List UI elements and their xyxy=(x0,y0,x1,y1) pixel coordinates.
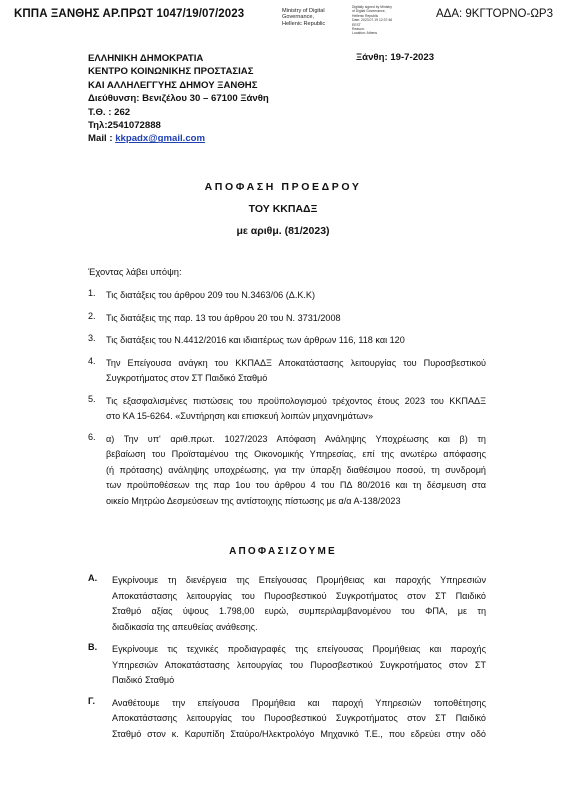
item-text: στο ΚΑ 15-6264. «Συντήρηση και επισκευή λοιπών μηχανημάτων» xyxy=(106,411,374,421)
list-item xyxy=(88,311,486,327)
sig-detail-line: Date: 2023.07.19 12:37:46 xyxy=(352,18,393,23)
signer-line: Governance, xyxy=(282,14,315,21)
organization-block xyxy=(88,52,269,146)
decision-text: Αποκατάστασης λειτουργίας του Πυροσβεστικού Συγκροτήματος στον ΣΤ Παιδικό xyxy=(112,590,486,601)
decision-text: Σταθμό αξίας ύψους 1.798,00 ευρώ, συμπεριλαμβανομένου του ΦΠΑ, με τη xyxy=(112,606,486,616)
item-text: α) Την υπ' αριθ.πρωτ. 1027/2023 Απόφαση Ανάληψης Υποχρέωσης και β) τη xyxy=(106,433,486,444)
decision-text: Εγκρίνουμε τη διενέργεια της Επείγουσας Προμήθειας και παροχής Υπηρεσιών xyxy=(112,575,486,585)
org-po-box: Τ.Θ. : 262 xyxy=(88,106,131,118)
decision-text: Αποκατάστασης λειτουργίας του Πυροσβεστικού Συγκροτήματος στον ΣΤ Παιδικό xyxy=(112,713,486,723)
decide-heading: ΑΠΟΦΑΣΙΖΟΥΜΕ xyxy=(229,546,337,557)
protocol-number: ΚΠΠΑ ΞΑΝΘΗΣ ΑΡ.ΠΡΩΤ 1047/19/07/2023 xyxy=(14,8,245,20)
decision-title: ΑΠΟΦΑΣΗ ΠΡΟΕΔΡΟΥ xyxy=(204,181,362,193)
decision-text: Αναθέτουμε την επείγουσα Προμήθεια και παροχή Υπηρεσιών τοποθέτησης xyxy=(112,697,486,708)
decision-text: Εγκρίνουμε τις τεχνικές προδιαγραφές της επείγουσας Προμήθειας και παροχής xyxy=(112,644,486,654)
item-text: Την Επείγουσα ανάγκη του ΚΚΠΑΔΞ Αποκατάστασης λειτουργίας του Πυροσβεστικού xyxy=(106,357,486,368)
email-link[interactable]: kkpadx@gmail.com xyxy=(115,133,206,145)
sig-detail-line: Hellenic Republic xyxy=(352,13,379,18)
list-item xyxy=(88,333,486,349)
digital-signature-details xyxy=(352,5,422,36)
org-mail-row xyxy=(88,132,269,145)
decisions-list xyxy=(88,573,486,749)
list-item xyxy=(88,356,486,387)
item-number: 1. xyxy=(88,288,96,298)
signer-line: Hellenic Republic xyxy=(282,20,326,27)
org-phone: Τηλ:2541072888 xyxy=(88,120,161,132)
sig-detail-line: of Digital Governance, xyxy=(352,9,386,14)
org-line: ΕΛΛΗΝΙΚΗ ΔΗΜΟΚΡΑΤΙΑ xyxy=(88,53,204,64)
org-line: ΚΕΝΤΡΟ ΚΟΙΝΩΝΙΚΗΣ ΠΡΟΣΤΑΣΙΑΣ xyxy=(88,66,254,78)
item-text: (ή πρότασης) ανάληψης υποχρέωσης, για την ύπαρξη διαθέσιμου ποσού, τη συνδρομή xyxy=(106,464,486,475)
decision-text: διαδικασία της απευθείας ανάθεσης. xyxy=(112,621,258,632)
considerations-list xyxy=(88,288,486,516)
sig-detail-line: EEST xyxy=(352,22,361,27)
decision-text: Υπηρεσιών Αποκατάστασης λειτουργίας του Πυροσβεστικού Συγκροτήματος στον ΣΤ xyxy=(112,659,486,670)
decision-number: με αριθμ. (81/2023) xyxy=(236,225,330,237)
decision-letter: Α. xyxy=(88,573,98,583)
list-item xyxy=(88,288,486,304)
document-date: Ξάνθη: 19-7-2023 xyxy=(356,52,435,63)
signer-line: Ministry of Digital xyxy=(282,8,325,14)
decision-item xyxy=(88,642,486,689)
decision-letter: Β. xyxy=(88,642,98,652)
decision-item xyxy=(88,696,486,743)
decision-letter: Γ. xyxy=(88,695,95,706)
decision-text: Παιδικό Σταθμό xyxy=(112,675,175,685)
item-number: 5. xyxy=(88,393,96,404)
item-number: 3. xyxy=(88,333,96,343)
considerations-intro: Έχοντας λάβει υπόψη: xyxy=(88,266,182,277)
item-text: Τις διατάξεις του άρθρου 209 του Ν.3463/06 (Δ.Κ.Κ) xyxy=(106,290,316,300)
item-text: οικείο Μητρώο Δεσμεύσεων της αντίστοιχης πίστωσης με α/α Α-138/2023 xyxy=(106,495,401,506)
digital-signature-signer xyxy=(282,8,350,27)
decision-item xyxy=(88,573,486,635)
item-number: 6. xyxy=(88,431,96,442)
item-text: Τις διατάξεις της παρ. 13 του άρθρου 20 του Ν. 3731/2008 xyxy=(106,312,341,323)
org-line: ΚΑΙ ΑΛΛΗΛΕΓΓΥΗΣ ΔΗΜΟΥ ΞΑΝΘΗΣ xyxy=(88,79,258,91)
item-text: Συγκροτήματος στον ΣΤ Παιδικό Σταθμό xyxy=(106,373,268,383)
sig-detail-line: Reason: xyxy=(352,27,365,32)
mail-label: Mail : xyxy=(88,133,116,145)
item-number: 2. xyxy=(88,310,96,321)
ada-code: ΑΔΑ: 9ΚΓΤΟΡΝΟ-ΩΡ3 xyxy=(436,8,553,20)
sig-detail-line: Location: Athens xyxy=(352,31,378,36)
decision-text: Σταθμό στον κ. Καρυπίδη Σταύρο/Ηλεκτρολόγο Μηχανικό Τ.Ε., που εδρεύει στην οδό xyxy=(112,728,486,739)
list-item xyxy=(88,432,486,510)
org-address: Διεύθυνση: Βενιζέλου 30 – 67100 Ξάνθη xyxy=(88,93,269,105)
item-text: βεβαίωση του Προϊσταμένου της Οικονομικής Υπηρεσίας, επί της ανωτέρω απόφασης xyxy=(106,449,486,459)
decision-subtitle: ΤΟΥ ΚΚΠΑΔΞ xyxy=(248,203,318,215)
item-text: των προϋποθέσεων της παρ 1ου του άρθρου 4 του ΠΔ 80/2016 και τη δέσμευση στα xyxy=(106,480,486,490)
list-item xyxy=(88,394,486,425)
item-number: 4. xyxy=(88,355,96,366)
sig-detail-line: Digitally signed by Ministry xyxy=(352,5,392,9)
item-text: Τις διατάξεις του Ν.4412/2016 και ιδιαιτέρως των άρθρων 116, 118 και 120 xyxy=(106,335,405,345)
item-text: Τις εξασφαλισμένες πιστώσεις του προϋπολογισμού τρέχοντος έτους 2023 του ΚΚΠΑΔΞ xyxy=(106,395,486,406)
